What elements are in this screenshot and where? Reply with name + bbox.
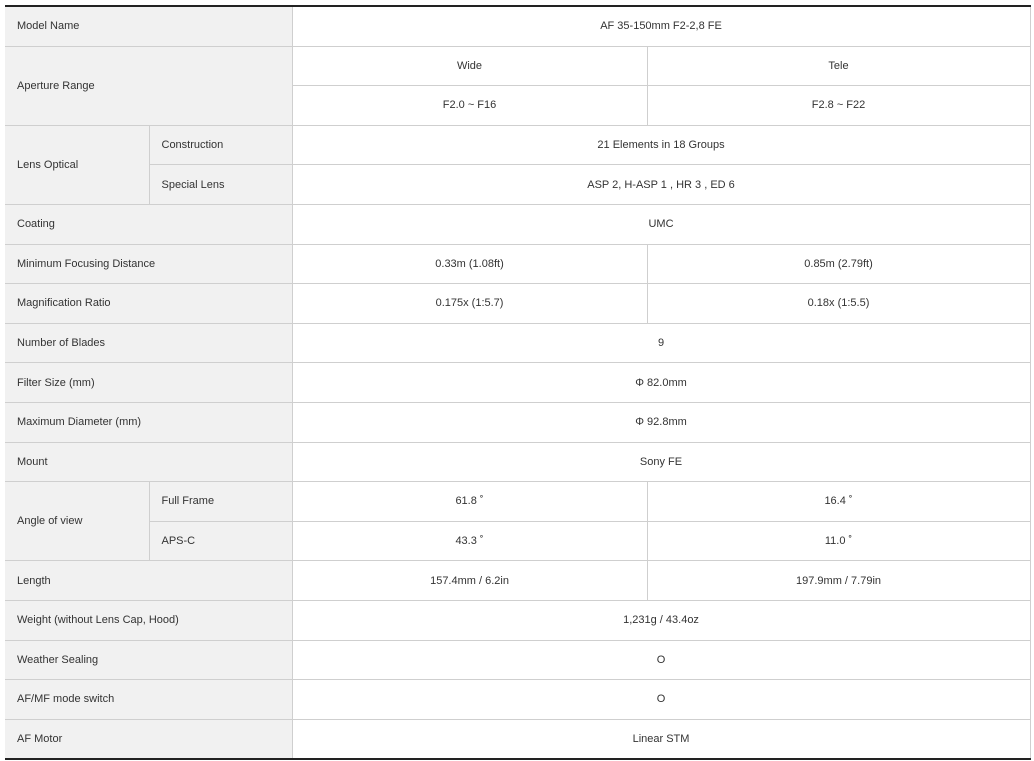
row-label-min-focus: Minimum Focusing Distance: [5, 244, 292, 284]
row-label-weight: Weight (without Lens Cap, Hood): [5, 600, 292, 640]
row-label-af-mf-switch: AF/MF mode switch: [5, 680, 292, 720]
aperture-wide-value: F2.0 ~ F16: [292, 86, 647, 126]
row-label-filter-size: Filter Size (mm): [5, 363, 292, 403]
filter-size-value: Φ 82.0mm: [292, 363, 1030, 403]
table-row: [5, 521, 1030, 561]
af-motor-value: Linear STM: [292, 719, 1030, 759]
weight-value: 1,231g / 43.4oz: [292, 600, 1030, 640]
full-frame-wide-value: 61.8 ˚: [292, 482, 647, 522]
table-row: [5, 46, 1030, 86]
table-row: [5, 323, 1030, 363]
table-row: [5, 6, 1030, 46]
weather-sealing-value: O: [292, 640, 1030, 680]
magnification-tele-value: 0.18x (1:5.5): [647, 284, 1030, 324]
sub-label-aps-c: APS-C: [149, 521, 292, 561]
spec-table: [5, 5, 1031, 760]
row-label-af-motor: AF Motor: [5, 719, 292, 759]
row-label-angle-of-view: Angle of view: [5, 482, 149, 561]
row-label-length: Length: [5, 561, 292, 601]
row-label-lens-optical: Lens Optical: [5, 125, 149, 204]
table-row: [5, 600, 1030, 640]
table-row: [5, 244, 1030, 284]
construction-value: 21 Elements in 18 Groups: [292, 125, 1030, 165]
table-row: [5, 204, 1030, 244]
row-label-max-diameter: Maximum Diameter (mm): [5, 402, 292, 442]
full-frame-tele-value: 16.4 ˚: [647, 482, 1030, 522]
mount-value: Sony FE: [292, 442, 1030, 482]
wide-header: Wide: [292, 46, 647, 86]
max-diameter-value: Φ 92.8mm: [292, 402, 1030, 442]
row-label-model-name: Model Name: [5, 6, 292, 46]
min-focus-wide-value: 0.33m (1.08ft): [292, 244, 647, 284]
special-lens-value: ASP 2, H-ASP 1 , HR 3 , ED 6: [292, 165, 1030, 205]
table-row: [5, 640, 1030, 680]
coating-value: UMC: [292, 204, 1030, 244]
aps-c-wide-value: 43.3 ˚: [292, 521, 647, 561]
table-row: [5, 125, 1030, 165]
row-label-magnification: Magnification Ratio: [5, 284, 292, 324]
row-label-blades: Number of Blades: [5, 323, 292, 363]
aperture-tele-value: F2.8 ~ F22: [647, 86, 1030, 126]
table-row: [5, 561, 1030, 601]
row-label-aperture-range: Aperture Range: [5, 46, 292, 125]
length-wide-value: 157.4mm / 6.2in: [292, 561, 647, 601]
sub-label-special-lens: Special Lens: [149, 165, 292, 205]
af-mf-switch-value: O: [292, 680, 1030, 720]
table-row: [5, 363, 1030, 403]
sub-label-full-frame: Full Frame: [149, 482, 292, 522]
length-tele-value: 197.9mm / 7.79in: [647, 561, 1030, 601]
table-row: [5, 402, 1030, 442]
aps-c-tele-value: 11.0 ˚: [647, 521, 1030, 561]
table-row: [5, 442, 1030, 482]
magnification-wide-value: 0.175x (1:5.7): [292, 284, 647, 324]
row-label-weather-sealing: Weather Sealing: [5, 640, 292, 680]
row-label-coating: Coating: [5, 204, 292, 244]
table-row: [5, 482, 1030, 522]
table-row: [5, 719, 1030, 759]
model-name-value: AF 35-150mm F2-2,8 FE: [292, 6, 1030, 46]
tele-header: Tele: [647, 46, 1030, 86]
sub-label-construction: Construction: [149, 125, 292, 165]
blades-value: 9: [292, 323, 1030, 363]
min-focus-tele-value: 0.85m (2.79ft): [647, 244, 1030, 284]
table-row: [5, 165, 1030, 205]
table-row: [5, 680, 1030, 720]
row-label-mount: Mount: [5, 442, 292, 482]
table-row: [5, 284, 1030, 324]
